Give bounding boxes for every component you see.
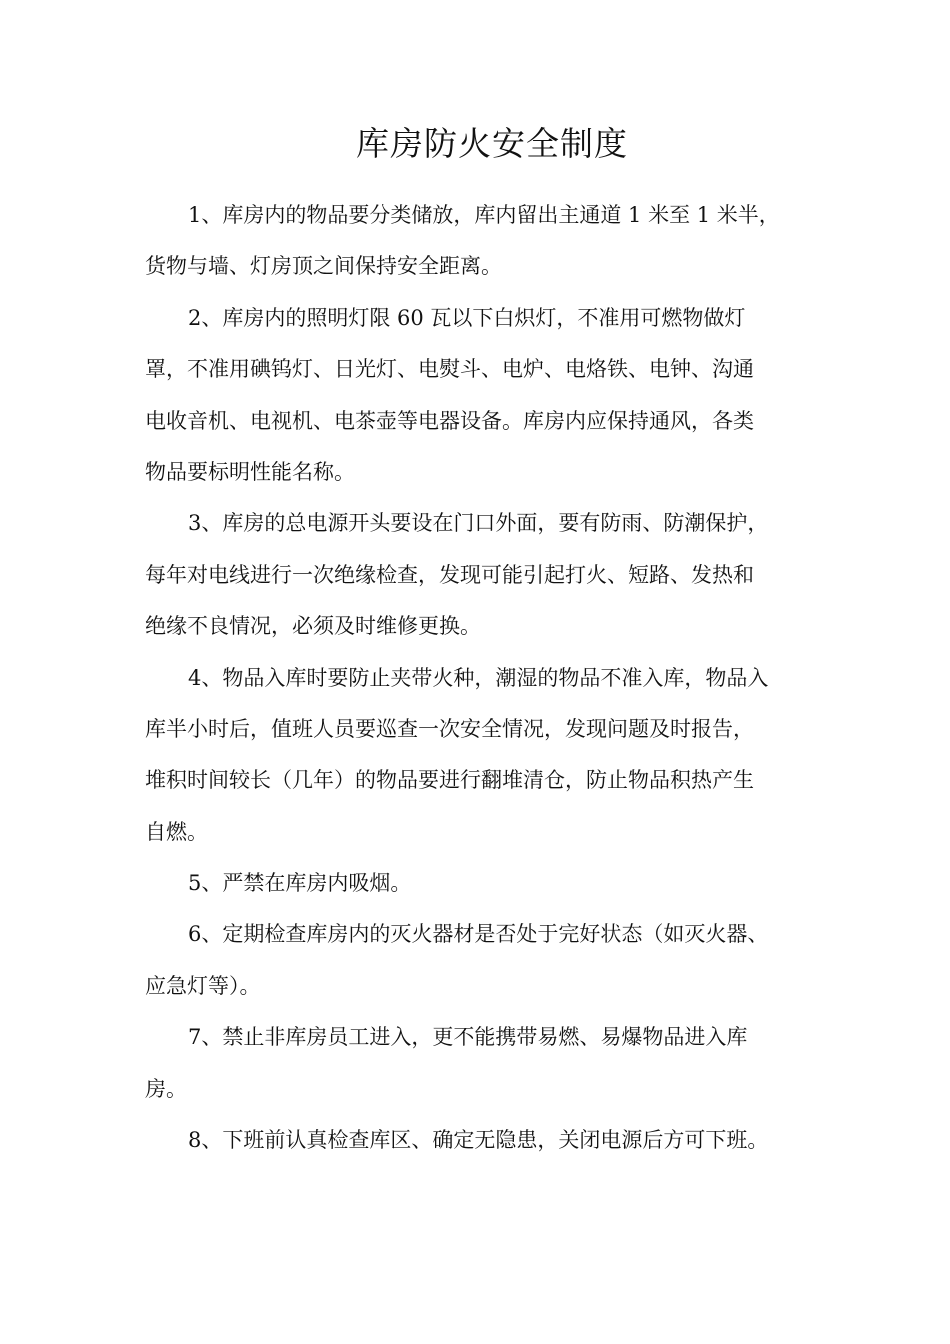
rule-5-line-1: 5、严禁在库房内吸烟。: [188, 871, 412, 896]
rule-7-line-2: 房。: [145, 1076, 187, 1101]
rule-2-line-4: 物品要标明性能名称。: [145, 459, 355, 484]
rule-4-line-4: 自燃。: [145, 819, 208, 844]
document-body: [145, 190, 815, 1166]
rule-6-line-2: 应急灯等）。: [145, 973, 261, 998]
rule-2-line-2: 罩，不准用碘钨灯、日光灯、电熨斗、电炉、电烙铁、电钟、沟通: [145, 357, 754, 382]
rule-2-line-3: 电收音机、电视机、电茶壶等电器设备。库房内应保持通风，各类: [145, 408, 754, 433]
rule-1-line-1: 1、库房内的物品要分类储放，库内留出主通道 1 米至 1 米半，: [188, 203, 780, 227]
rule-3-line-3: 绝缘不良情况，必须及时维修更换。: [145, 614, 481, 639]
rule-4-line-3: 堆积时间较长（几年）的物品要进行翻堆清仓，防止物品积热产生: [145, 768, 754, 793]
rule-7-line-1: 7、禁止非库房员工进入，更不能携带易燃、易爆物品进入库: [188, 1025, 748, 1050]
rule-8-line-1: 8、下班前认真检查库区、确定无隐患，关闭电源后方可下班。: [188, 1128, 769, 1153]
rule-3-line-2: 每年对电线进行一次绝缘检查，发现可能引起打火、短路、发热和: [145, 562, 754, 587]
rule-1-line-2: 货物与墙、灯房顶之间保持安全距离。: [145, 254, 502, 279]
rule-6-line-1: 6、定期检查库房内的灭火器材是否处于完好状态（如灭火器、: [188, 922, 769, 947]
rule-4-line-2: 库半小时后，值班人员要巡查一次安全情况，发现问题及时报告，: [145, 716, 754, 741]
rule-2-line-1: 2、库房内的照明灯限 60 瓦以下白炽灯，不准用可燃物做灯: [188, 305, 746, 330]
rule-3-line-1: 3、库房的总电源开头要设在门口外面，要有防雨、防潮保护，: [188, 511, 769, 536]
document-title: 库房防火安全制度: [356, 124, 628, 163]
rule-4-line-1: 4、物品入库时要防止夹带火种，潮湿的物品不准入库，物品入: [188, 665, 769, 690]
